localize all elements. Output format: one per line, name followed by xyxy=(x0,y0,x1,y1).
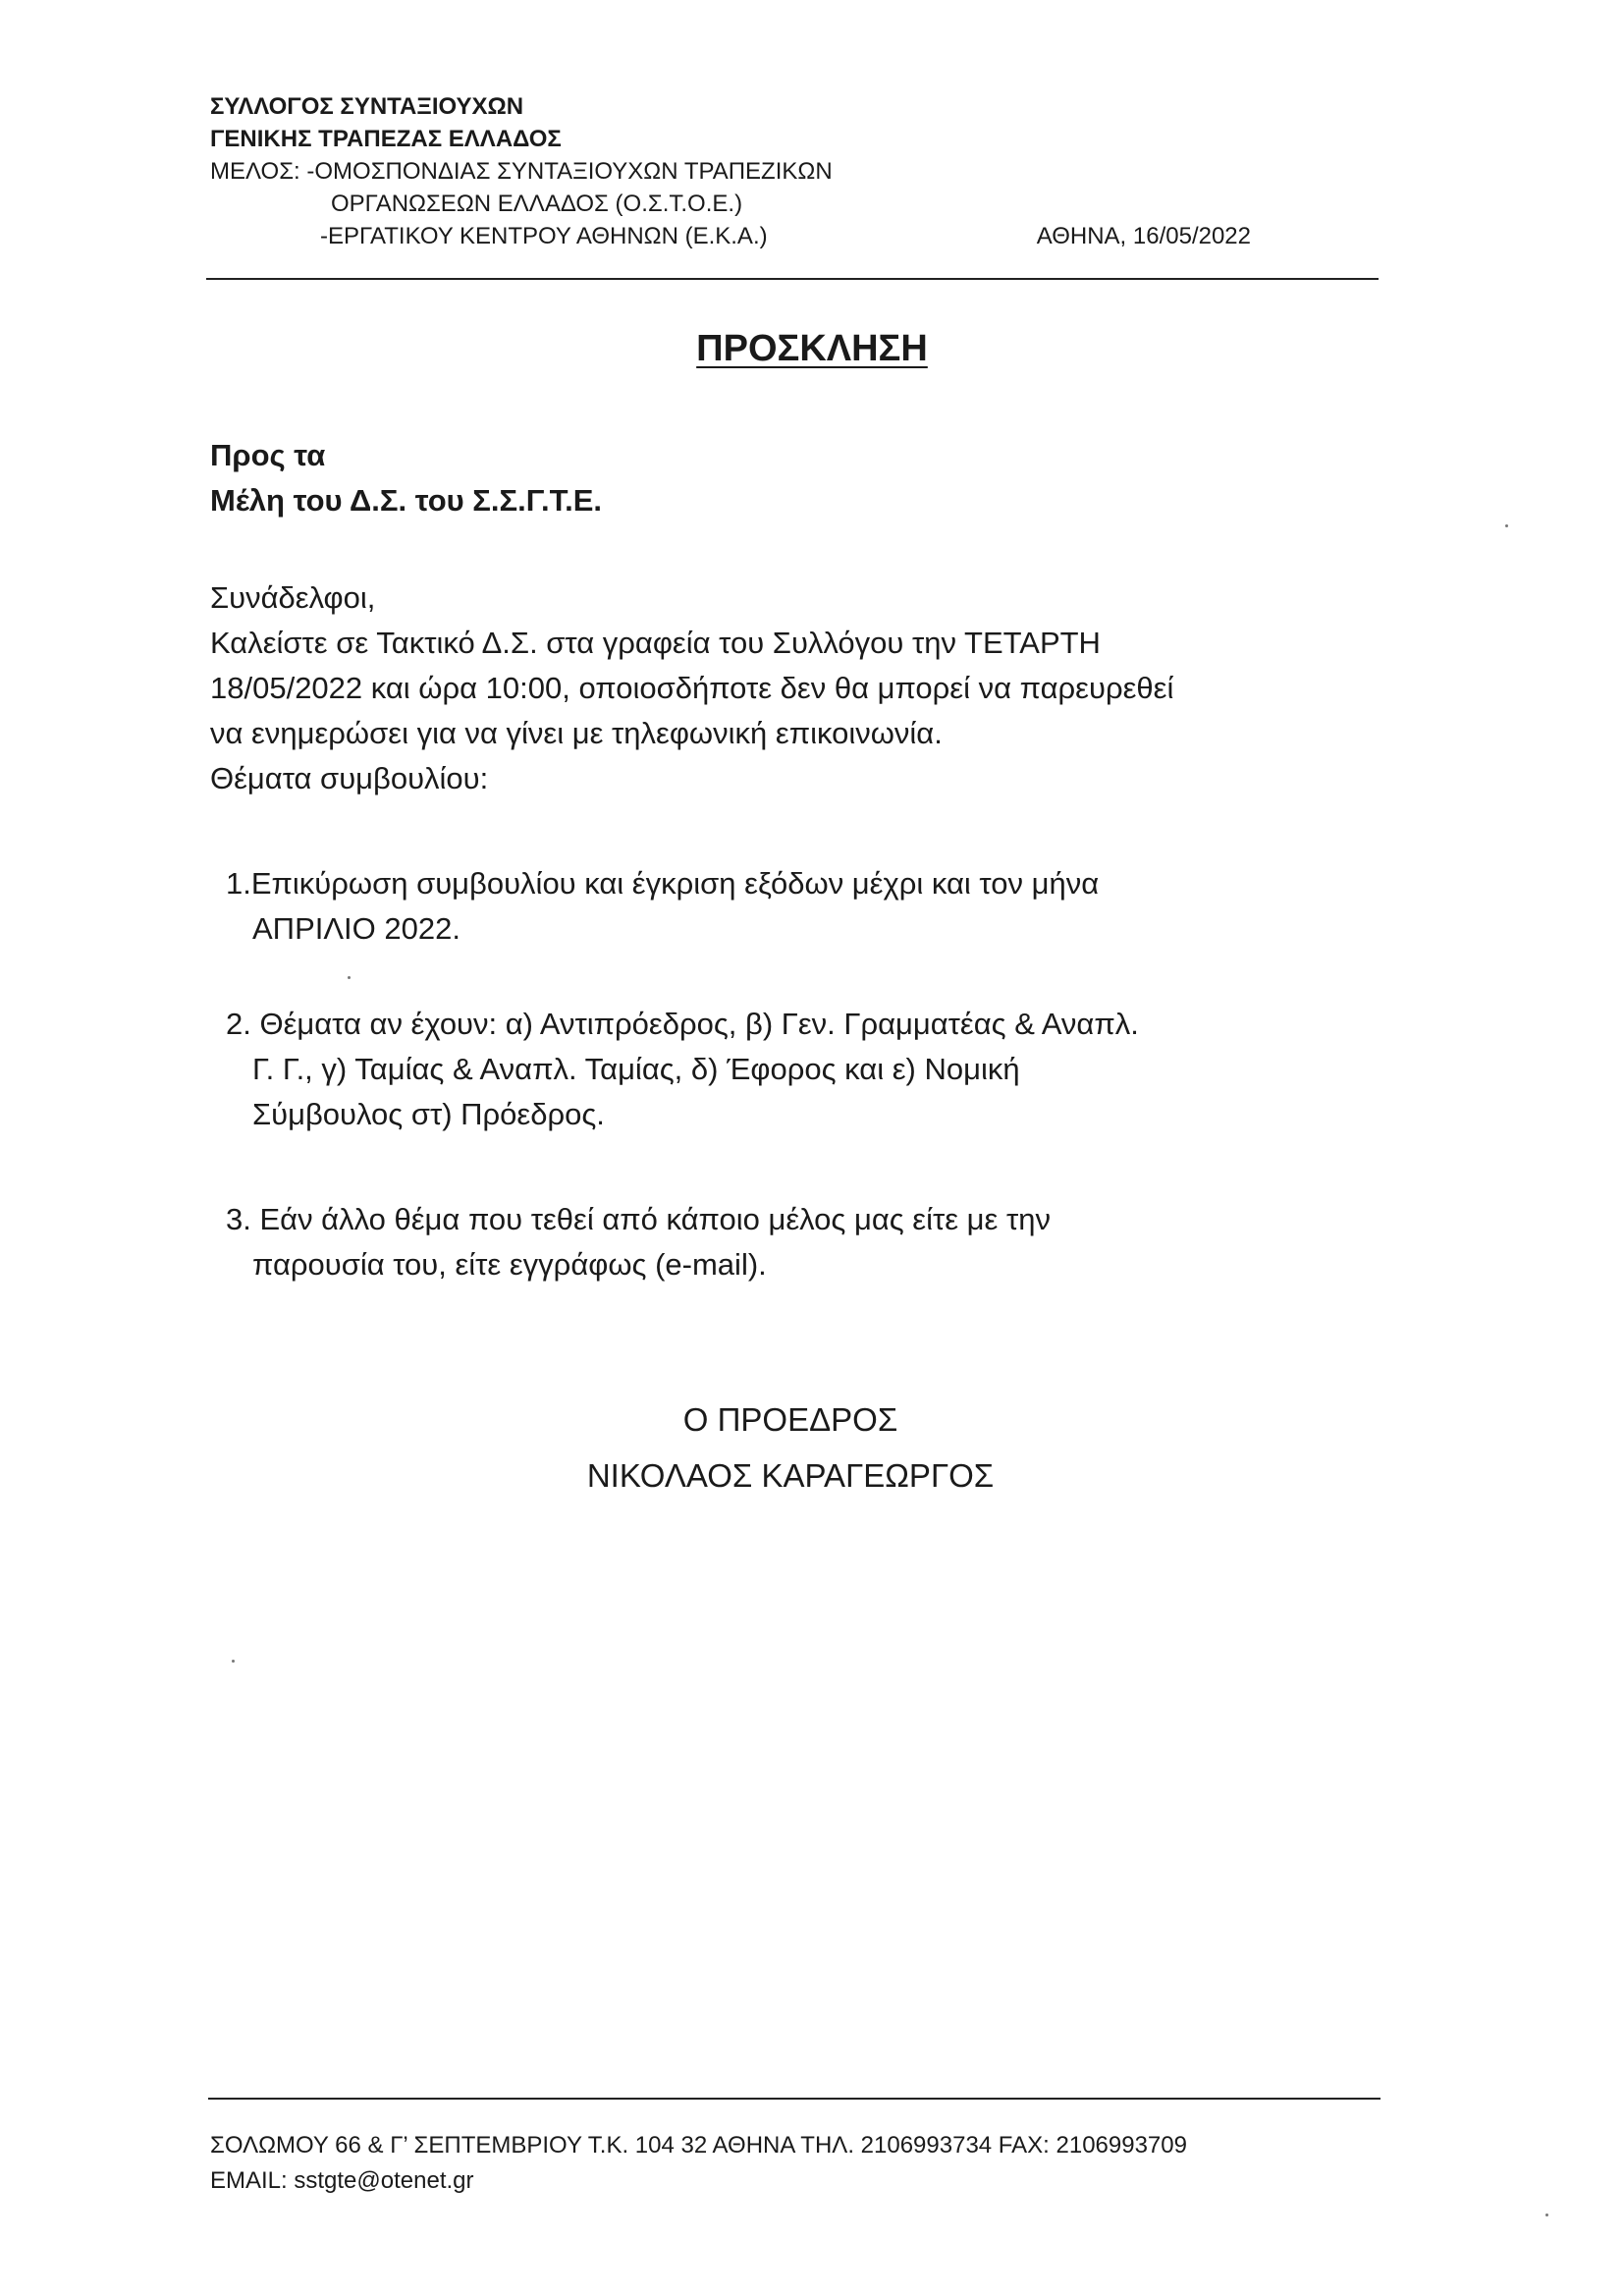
document-title xyxy=(0,328,1624,370)
agenda-item-2-line-1: 2. Θέματα αν έχουν: α) Αντιπρόεδρος, β) Γεν. Γραμματέας & Αναπλ. xyxy=(226,1007,1139,1041)
body-line-2: 18/05/2022 και ώρα 10:00, οποιοσδήποτε δεν θα μπορεί να παρευρεθεί xyxy=(210,671,1174,705)
greeting: Συνάδελφοι, xyxy=(210,580,376,615)
signature-name: ΝΙΚΟΛΑΟΣ ΚΑΡΑΓΕΩΡΓΟΣ xyxy=(586,1457,995,1494)
member-line-2: ΟΡΓΑΝΩΣΕΩΝ ΕΛΛΑΔΟΣ (Ο.Σ.Τ.Ο.Ε.) xyxy=(331,191,743,217)
footer-address: ΣΟΛΩΜΟΥ 66 & Γ’ ΣΕΠΤΕΜΒΡΙΟΥ Τ.Κ. 104 32 ΑΘΗΝΑ ΤΗΛ. 2106993734 FAX: 2106993709 xyxy=(210,2132,1187,2159)
document-title-text: ΠΡΟΣΚΛΗΣΗ xyxy=(696,328,928,369)
body-line-3: να ενημερώσει για να γίνει με τηλεφωνική επικοινωνία. xyxy=(210,716,943,750)
agenda-item-2-line-3: Σύμβουλος στ) Πρόεδρος. xyxy=(252,1097,605,1131)
scan-speck xyxy=(1505,524,1508,527)
member-date-row xyxy=(210,220,1251,252)
agenda-item-3 xyxy=(226,1197,1384,1287)
footer xyxy=(210,2128,1187,2199)
scan-speck xyxy=(1545,2214,1548,2216)
recipient-line-2: Μέλη του Δ.Σ. του Σ.Σ.Γ.Τ.Ε. xyxy=(210,483,603,518)
agenda-item-1-line-1: 1.Επικύρωση συμβουλίου και έγκριση εξόδων μέχρι και τον μήνα xyxy=(226,866,1100,901)
scan-speck xyxy=(348,976,351,979)
recipient-block xyxy=(210,433,602,523)
body-line-1: Καλείστε σε Τακτικό Δ.Σ. στα γραφεία του Συλλόγου την ΤΕΤΑΡΤΗ xyxy=(210,626,1101,660)
signature-role: Ο ΠΡΟΕΔΡΟΣ xyxy=(682,1401,898,1438)
header-divider xyxy=(206,278,1379,280)
member-line-1: ΜΕΛΟΣ: -ΟΜΟΣΠΟΝΔΙΑΣ ΣΥΝΤΑΞΙΟΥΧΩΝ ΤΡΑΠΕΖΙΚΩΝ xyxy=(210,158,833,185)
body-paragraph xyxy=(210,575,1398,801)
org-name-line-2: ΓΕΝΙΚΗΣ ΤΡΑΠΕΖΑΣ ΕΛΛΑΔΟΣ xyxy=(210,126,562,152)
topics-heading: Θέματα συμβουλίου: xyxy=(210,761,489,795)
letterhead xyxy=(210,90,1379,252)
member-line-3: -ΕΡΓΑΤΙΚΟΥ ΚΕΝΤΡΟΥ ΑΘΗΝΩΝ (Ε.Κ.Α.) xyxy=(320,223,768,249)
footer-email: EMAIL: sstgte@otenet.gr xyxy=(210,2167,474,2194)
footer-divider xyxy=(208,2098,1380,2100)
scan-speck xyxy=(232,1660,235,1663)
signature-block xyxy=(511,1392,1070,1503)
agenda-item-2-line-2: Γ. Γ., γ) Ταμίας & Αναπλ. Ταμίας, δ) Έφορος και ε) Νομική xyxy=(252,1052,1020,1086)
place-date: ΑΘΗΝΑ, 16/05/2022 xyxy=(1036,223,1251,249)
agenda-item-1-line-2: ΑΠΡΙΛΙΟ 2022. xyxy=(252,911,460,946)
agenda-item-3-line-2: παρουσία του, είτε εγγράφως (e-mail). xyxy=(252,1247,767,1282)
agenda-item-2 xyxy=(226,1002,1384,1137)
agenda-item-1 xyxy=(226,861,1384,952)
recipient-line-1: Προς τα xyxy=(210,438,326,472)
org-name-line-1: ΣΥΛΛΟΓΟΣ ΣΥΝΤΑΞΙΟΥΧΩΝ xyxy=(210,93,524,120)
agenda-item-3-line-1: 3. Εάν άλλο θέμα που τεθεί από κάποιο μέλος μας είτε με την xyxy=(226,1202,1051,1236)
